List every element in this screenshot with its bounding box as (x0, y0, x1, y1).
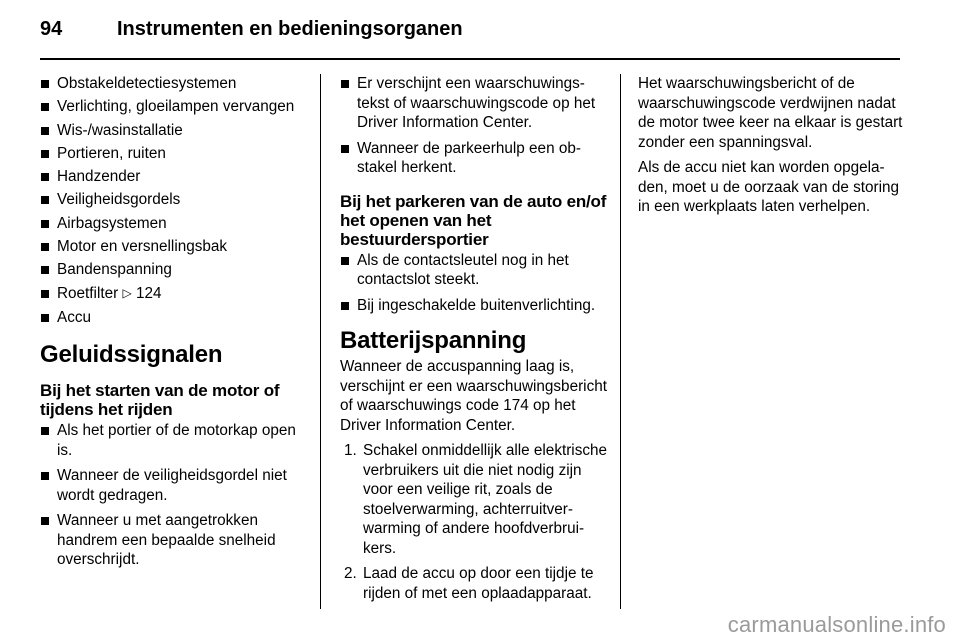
topic-list (40, 74, 308, 327)
warning-conditions-list (340, 74, 608, 178)
column-2 (340, 74, 608, 609)
column-divider-1 (320, 74, 321, 609)
section-heading-batterijspanning: Batterijspanning (340, 327, 527, 354)
list-item: Obstakeldetectiesystemen (40, 74, 308, 94)
page-number: 94 (40, 18, 63, 40)
list-item: Handzender (40, 167, 308, 187)
paragraph: Het waarschuwingsbericht of de waarschuwingscode verdwijnen nadat de motor twee keer na elkaar is gestart zonder een spanningsval. (638, 75, 903, 151)
page-reference[interactable]: 124 (135, 284, 162, 302)
list-item: Er verschijnt een waarschuwingstekst of waarschuwingscode op het Driver Information Center. (340, 74, 608, 133)
list-item: Airbagsystemen (40, 214, 308, 234)
list-item: Motor en versnellingsbak (40, 237, 308, 257)
step-number: 2. (344, 565, 357, 582)
list-item: Verlichting, gloeilampen vervangen (40, 97, 308, 117)
list-item: Bij ingeschakelde buitenverlichting. (340, 296, 608, 316)
list-item: Wis-/wasinstallatie (40, 121, 308, 141)
list-item: Wanneer de parkeerhulp een obstakel herkent. (340, 139, 608, 178)
list-item: Accu (40, 308, 308, 328)
list-item: Wanneer de veiligheidsgordel niet wordt gedragen. (40, 466, 308, 505)
step-number: 1. (344, 442, 357, 459)
list-item: Bandenspanning (40, 260, 308, 280)
header-rule (40, 58, 900, 60)
step-item (340, 564, 608, 603)
steps-list (340, 441, 608, 603)
subheading-starten: Bij het starten van de motor of tijdens het rijden (40, 381, 280, 420)
arrow-ref-icon[interactable]: ▷ (122, 285, 132, 300)
list-item-roetfilter (40, 284, 308, 305)
list-item: Wanneer u met aangetrokken handrem een bepaalde snelheid overschrijdt. (40, 511, 308, 570)
list-item: Veiligheidsgordels (40, 190, 308, 210)
watermark: carmanualsonline.info (727, 612, 946, 637)
subheading-parkeren: Bij het parkeren van de auto en/of het openen van het bestuurdersportier (340, 191, 607, 249)
park-conditions-list (340, 251, 608, 316)
column-3 (638, 74, 906, 223)
page-title: Instrumenten en bedieningsorganen (117, 18, 463, 40)
paragraph: Als de accu niet kan worden opgeladen, moet u de oorzaak van de storing in een werkplaats laten verhelpen. (638, 159, 900, 215)
list-item: Portieren, ruiten (40, 144, 308, 164)
column-divider-2 (620, 74, 621, 609)
list-item: Als de contactsleutel nog in het contactslot steekt. (340, 251, 608, 290)
section-heading-geluidssignalen: Geluidssignalen (40, 341, 223, 369)
step-text: Laad de accu op door een tijdje te rijden of met een oplaadapparaat. (363, 565, 594, 602)
list-item-label: Roetfilter (57, 284, 119, 302)
column-1 (40, 74, 308, 576)
start-conditions-list (40, 421, 308, 570)
step-item (340, 441, 608, 558)
list-item: Als het portier of de motorkap open is. (40, 421, 308, 460)
step-text: Schakel onmiddellijk alle elektrische verbruikers uit die niet nodig zijn voor een veilige rit, zoals de stoelverwarming, achterruitverwarming of andere hoofdverbruikers. (363, 442, 608, 557)
page-header (40, 18, 900, 44)
intro-paragraph: Wanneer de accuspanning laag is, verschijnt er een waarschuwingsbericht of waarschuwings code 174 op het Driver Information Center. (340, 358, 607, 434)
